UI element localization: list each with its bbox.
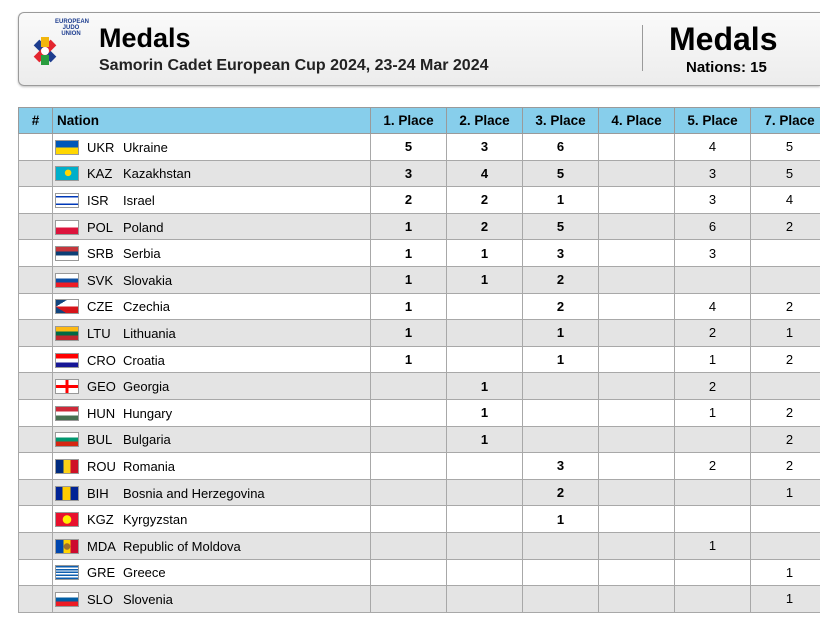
place-7-cell: 1 xyxy=(751,479,820,506)
medals-heading: Medals xyxy=(669,21,778,57)
col-header-rank: # xyxy=(19,108,53,134)
place-1-cell xyxy=(371,453,447,480)
place-1-cell: 3 xyxy=(371,160,447,187)
nation-name: Czechia xyxy=(123,299,170,315)
nation-code: HUN xyxy=(87,405,116,421)
table-row xyxy=(19,266,820,293)
place-2-cell xyxy=(447,479,523,506)
nation-name: Lithuania xyxy=(123,325,176,341)
nation-name: Croatia xyxy=(123,352,165,368)
col-header-place-5: 5. Place xyxy=(675,108,751,134)
nation-name: Bulgaria xyxy=(123,432,171,448)
nation-name: Slovenia xyxy=(123,591,173,607)
nation-cell xyxy=(53,320,371,347)
rank-cell xyxy=(19,559,53,586)
nations-count: Nations: 15 xyxy=(686,59,767,76)
flag-srb-icon xyxy=(55,246,79,261)
place-1-cell xyxy=(371,532,447,559)
place-5-cell: 2 xyxy=(675,453,751,480)
place-2-cell: 2 xyxy=(447,187,523,214)
nation-cell xyxy=(53,373,371,400)
nation-code: KGZ xyxy=(87,512,114,528)
place-3-cell xyxy=(523,426,599,453)
nation-code: BUL xyxy=(87,432,113,448)
nation-cell xyxy=(53,160,371,187)
flag-svk-icon xyxy=(55,273,79,288)
place-7-cell xyxy=(751,266,820,293)
place-5-cell: 6 xyxy=(675,213,751,240)
place-1-cell: 1 xyxy=(371,346,447,373)
nation-code: GRE xyxy=(87,565,116,581)
place-4-cell xyxy=(599,586,675,613)
flag-bih-icon xyxy=(55,486,79,501)
flag-cro-icon xyxy=(55,353,79,368)
place-2-cell xyxy=(447,532,523,559)
flag-hun-icon xyxy=(55,406,79,421)
nation-cell xyxy=(53,532,371,559)
place-4-cell xyxy=(599,187,675,214)
place-2-cell: 1 xyxy=(447,266,523,293)
place-7-cell xyxy=(751,240,820,267)
flag-gre-icon xyxy=(55,565,79,580)
nation-name: Romania xyxy=(123,458,176,474)
nation-code: ISR xyxy=(87,193,109,209)
place-5-cell: 3 xyxy=(675,160,751,187)
rank-cell xyxy=(19,134,53,161)
nation-cell xyxy=(53,346,371,373)
place-2-cell xyxy=(447,320,523,347)
col-header-nation: Nation xyxy=(53,108,371,134)
rank-cell xyxy=(19,586,53,613)
place-5-cell: 4 xyxy=(675,134,751,161)
nation-name: Bosnia and Herzegovina xyxy=(123,485,265,501)
nation-name: Hungary xyxy=(123,405,173,421)
place-7-cell: 2 xyxy=(751,213,820,240)
place-1-cell: 1 xyxy=(371,266,447,293)
flag-slo-icon xyxy=(55,592,79,607)
place-4-cell xyxy=(599,266,675,293)
nation-name: Israel xyxy=(123,193,155,209)
rank-cell xyxy=(19,160,53,187)
rank-cell xyxy=(19,213,53,240)
place-5-cell xyxy=(675,586,751,613)
nation-code: MDA xyxy=(87,538,116,554)
table-row xyxy=(19,160,820,187)
flag-geo-icon xyxy=(55,379,79,394)
table-row xyxy=(19,586,820,613)
nation-cell xyxy=(53,266,371,293)
place-2-cell xyxy=(447,346,523,373)
nation-cell xyxy=(53,453,371,480)
place-7-cell: 5 xyxy=(751,134,820,161)
place-3-cell: 1 xyxy=(523,506,599,533)
place-3-cell: 1 xyxy=(523,320,599,347)
flag-bul-icon xyxy=(55,432,79,447)
place-1-cell xyxy=(371,399,447,426)
logo-text: EUROPEAN JUDO UNION xyxy=(55,19,90,37)
place-2-cell xyxy=(447,293,523,320)
place-1-cell: 1 xyxy=(371,320,447,347)
place-1-cell xyxy=(371,479,447,506)
place-2-cell: 4 xyxy=(447,160,523,187)
place-3-cell: 6 xyxy=(523,134,599,161)
nation-cell xyxy=(53,213,371,240)
nation-name: Serbia xyxy=(123,246,161,262)
place-2-cell: 1 xyxy=(447,426,523,453)
place-1-cell: 1 xyxy=(371,213,447,240)
flag-cze-icon xyxy=(55,299,79,314)
rank-cell xyxy=(19,320,53,347)
place-7-cell xyxy=(751,532,820,559)
medals-table xyxy=(18,107,820,613)
place-3-cell: 3 xyxy=(523,240,599,267)
table-row xyxy=(19,453,820,480)
place-5-cell xyxy=(675,559,751,586)
nation-code: UKR xyxy=(87,139,115,155)
place-1-cell xyxy=(371,426,447,453)
place-3-cell: 2 xyxy=(523,266,599,293)
table-header-row xyxy=(19,108,820,134)
place-3-cell: 5 xyxy=(523,213,599,240)
place-4-cell xyxy=(599,426,675,453)
nation-code: ROU xyxy=(87,458,116,474)
nation-code: KAZ xyxy=(87,166,113,182)
place-2-cell xyxy=(447,506,523,533)
place-7-cell: 2 xyxy=(751,346,820,373)
place-5-cell: 2 xyxy=(675,373,751,400)
place-5-cell: 3 xyxy=(675,187,751,214)
place-7-cell: 1 xyxy=(751,559,820,586)
place-4-cell xyxy=(599,399,675,426)
rank-cell xyxy=(19,293,53,320)
place-7-cell: 1 xyxy=(751,586,820,613)
nation-name: Ukraine xyxy=(123,139,168,155)
place-4-cell xyxy=(599,160,675,187)
table-row xyxy=(19,346,820,373)
place-3-cell xyxy=(523,532,599,559)
table-row xyxy=(19,479,820,506)
place-1-cell: 1 xyxy=(371,240,447,267)
nation-cell xyxy=(53,586,371,613)
flag-isr-icon xyxy=(55,193,79,208)
place-3-cell: 2 xyxy=(523,479,599,506)
place-4-cell xyxy=(599,320,675,347)
place-2-cell xyxy=(447,586,523,613)
place-4-cell xyxy=(599,532,675,559)
col-header-place-3: 3. Place xyxy=(523,108,599,134)
nation-cell xyxy=(53,399,371,426)
page-title: Medals xyxy=(99,23,191,53)
place-3-cell xyxy=(523,559,599,586)
place-5-cell: 1 xyxy=(675,399,751,426)
place-2-cell: 1 xyxy=(447,240,523,267)
rank-cell xyxy=(19,399,53,426)
place-4-cell xyxy=(599,479,675,506)
nation-name: Poland xyxy=(123,219,164,235)
nation-cell xyxy=(53,479,371,506)
place-5-cell: 3 xyxy=(675,240,751,267)
table-row xyxy=(19,187,820,214)
rank-cell xyxy=(19,266,53,293)
place-2-cell: 3 xyxy=(447,134,523,161)
place-1-cell xyxy=(371,373,447,400)
place-3-cell xyxy=(523,586,599,613)
place-4-cell xyxy=(599,506,675,533)
nation-name: Georgia xyxy=(123,379,170,395)
nation-cell xyxy=(53,293,371,320)
table-row xyxy=(19,240,820,267)
nation-code: LTU xyxy=(87,325,111,341)
rank-cell xyxy=(19,373,53,400)
place-1-cell: 2 xyxy=(371,187,447,214)
table-row xyxy=(19,320,820,347)
flag-kgz-icon xyxy=(55,512,79,527)
flag-pol-icon xyxy=(55,220,79,235)
place-7-cell xyxy=(751,373,820,400)
place-2-cell: 2 xyxy=(447,213,523,240)
nation-cell xyxy=(53,240,371,267)
flag-mda-icon xyxy=(55,539,79,554)
nation-code: CZE xyxy=(87,299,113,315)
nation-code: CRO xyxy=(87,352,116,368)
place-4-cell xyxy=(599,293,675,320)
header-divider xyxy=(642,25,643,71)
col-header-place-1: 1. Place xyxy=(371,108,447,134)
place-7-cell: 1 xyxy=(751,320,820,347)
place-4-cell xyxy=(599,240,675,267)
place-1-cell xyxy=(371,559,447,586)
rank-cell xyxy=(19,506,53,533)
place-5-cell xyxy=(675,426,751,453)
place-2-cell: 1 xyxy=(447,399,523,426)
place-2-cell xyxy=(447,453,523,480)
nation-code: SLO xyxy=(87,591,114,607)
place-1-cell xyxy=(371,586,447,613)
table-row xyxy=(19,559,820,586)
place-4-cell xyxy=(599,453,675,480)
rank-cell xyxy=(19,532,53,559)
place-3-cell xyxy=(523,373,599,400)
place-4-cell xyxy=(599,213,675,240)
place-3-cell xyxy=(523,399,599,426)
place-5-cell: 4 xyxy=(675,293,751,320)
col-header-place-2: 2. Place xyxy=(447,108,523,134)
place-3-cell: 2 xyxy=(523,293,599,320)
nation-name: Greece xyxy=(123,565,166,581)
nation-code: POL xyxy=(87,219,114,235)
nation-cell xyxy=(53,506,371,533)
rank-cell xyxy=(19,346,53,373)
table-row xyxy=(19,293,820,320)
table-row xyxy=(19,532,820,559)
place-4-cell xyxy=(599,134,675,161)
place-7-cell: 5 xyxy=(751,160,820,187)
place-1-cell xyxy=(371,506,447,533)
place-7-cell: 2 xyxy=(751,426,820,453)
place-2-cell: 1 xyxy=(447,373,523,400)
nation-name: Kyrgyzstan xyxy=(123,512,188,528)
rank-cell xyxy=(19,187,53,214)
place-3-cell: 3 xyxy=(523,453,599,480)
nation-code: GEO xyxy=(87,379,116,395)
nation-name: Republic of Moldova xyxy=(123,538,241,554)
table-row xyxy=(19,426,820,453)
rank-cell xyxy=(19,479,53,506)
rank-cell xyxy=(19,240,53,267)
place-5-cell: 1 xyxy=(675,532,751,559)
place-7-cell: 2 xyxy=(751,453,820,480)
rank-cell xyxy=(19,426,53,453)
place-1-cell: 1 xyxy=(371,293,447,320)
nation-code: SRB xyxy=(87,246,114,262)
place-4-cell xyxy=(599,559,675,586)
col-header-place-7: 7. Place xyxy=(751,108,820,134)
event-subtitle: Samorin Cadet European Cup 2024, 23-24 Mar 2024 xyxy=(99,57,489,74)
place-3-cell: 5 xyxy=(523,160,599,187)
place-1-cell: 5 xyxy=(371,134,447,161)
place-5-cell xyxy=(675,266,751,293)
table-row xyxy=(19,134,820,161)
nation-name: Kazakhstan xyxy=(123,166,191,182)
place-3-cell: 1 xyxy=(523,346,599,373)
table-row xyxy=(19,506,820,533)
flag-ukr-icon xyxy=(55,140,79,155)
place-5-cell xyxy=(675,506,751,533)
table-row xyxy=(19,399,820,426)
table-row xyxy=(19,373,820,400)
place-7-cell: 2 xyxy=(751,399,820,426)
place-3-cell: 1 xyxy=(523,187,599,214)
nation-cell xyxy=(53,134,371,161)
nation-code: SVK xyxy=(87,272,114,288)
place-5-cell: 2 xyxy=(675,320,751,347)
flag-rou-icon xyxy=(55,459,79,474)
place-7-cell: 2 xyxy=(751,293,820,320)
col-header-place-4: 4. Place xyxy=(599,108,675,134)
place-4-cell xyxy=(599,373,675,400)
place-7-cell: 4 xyxy=(751,187,820,214)
place-7-cell xyxy=(751,506,820,533)
nation-name: Slovakia xyxy=(123,272,173,288)
place-5-cell: 1 xyxy=(675,346,751,373)
header-banner xyxy=(18,12,820,86)
flag-ltu-icon xyxy=(55,326,79,341)
place-4-cell xyxy=(599,346,675,373)
rank-cell xyxy=(19,453,53,480)
place-2-cell xyxy=(447,559,523,586)
nation-cell xyxy=(53,426,371,453)
nation-cell xyxy=(53,559,371,586)
table-row xyxy=(19,213,820,240)
flag-kaz-icon xyxy=(55,166,79,181)
place-5-cell xyxy=(675,479,751,506)
nation-code: BIH xyxy=(87,485,109,501)
nation-cell xyxy=(53,187,371,214)
